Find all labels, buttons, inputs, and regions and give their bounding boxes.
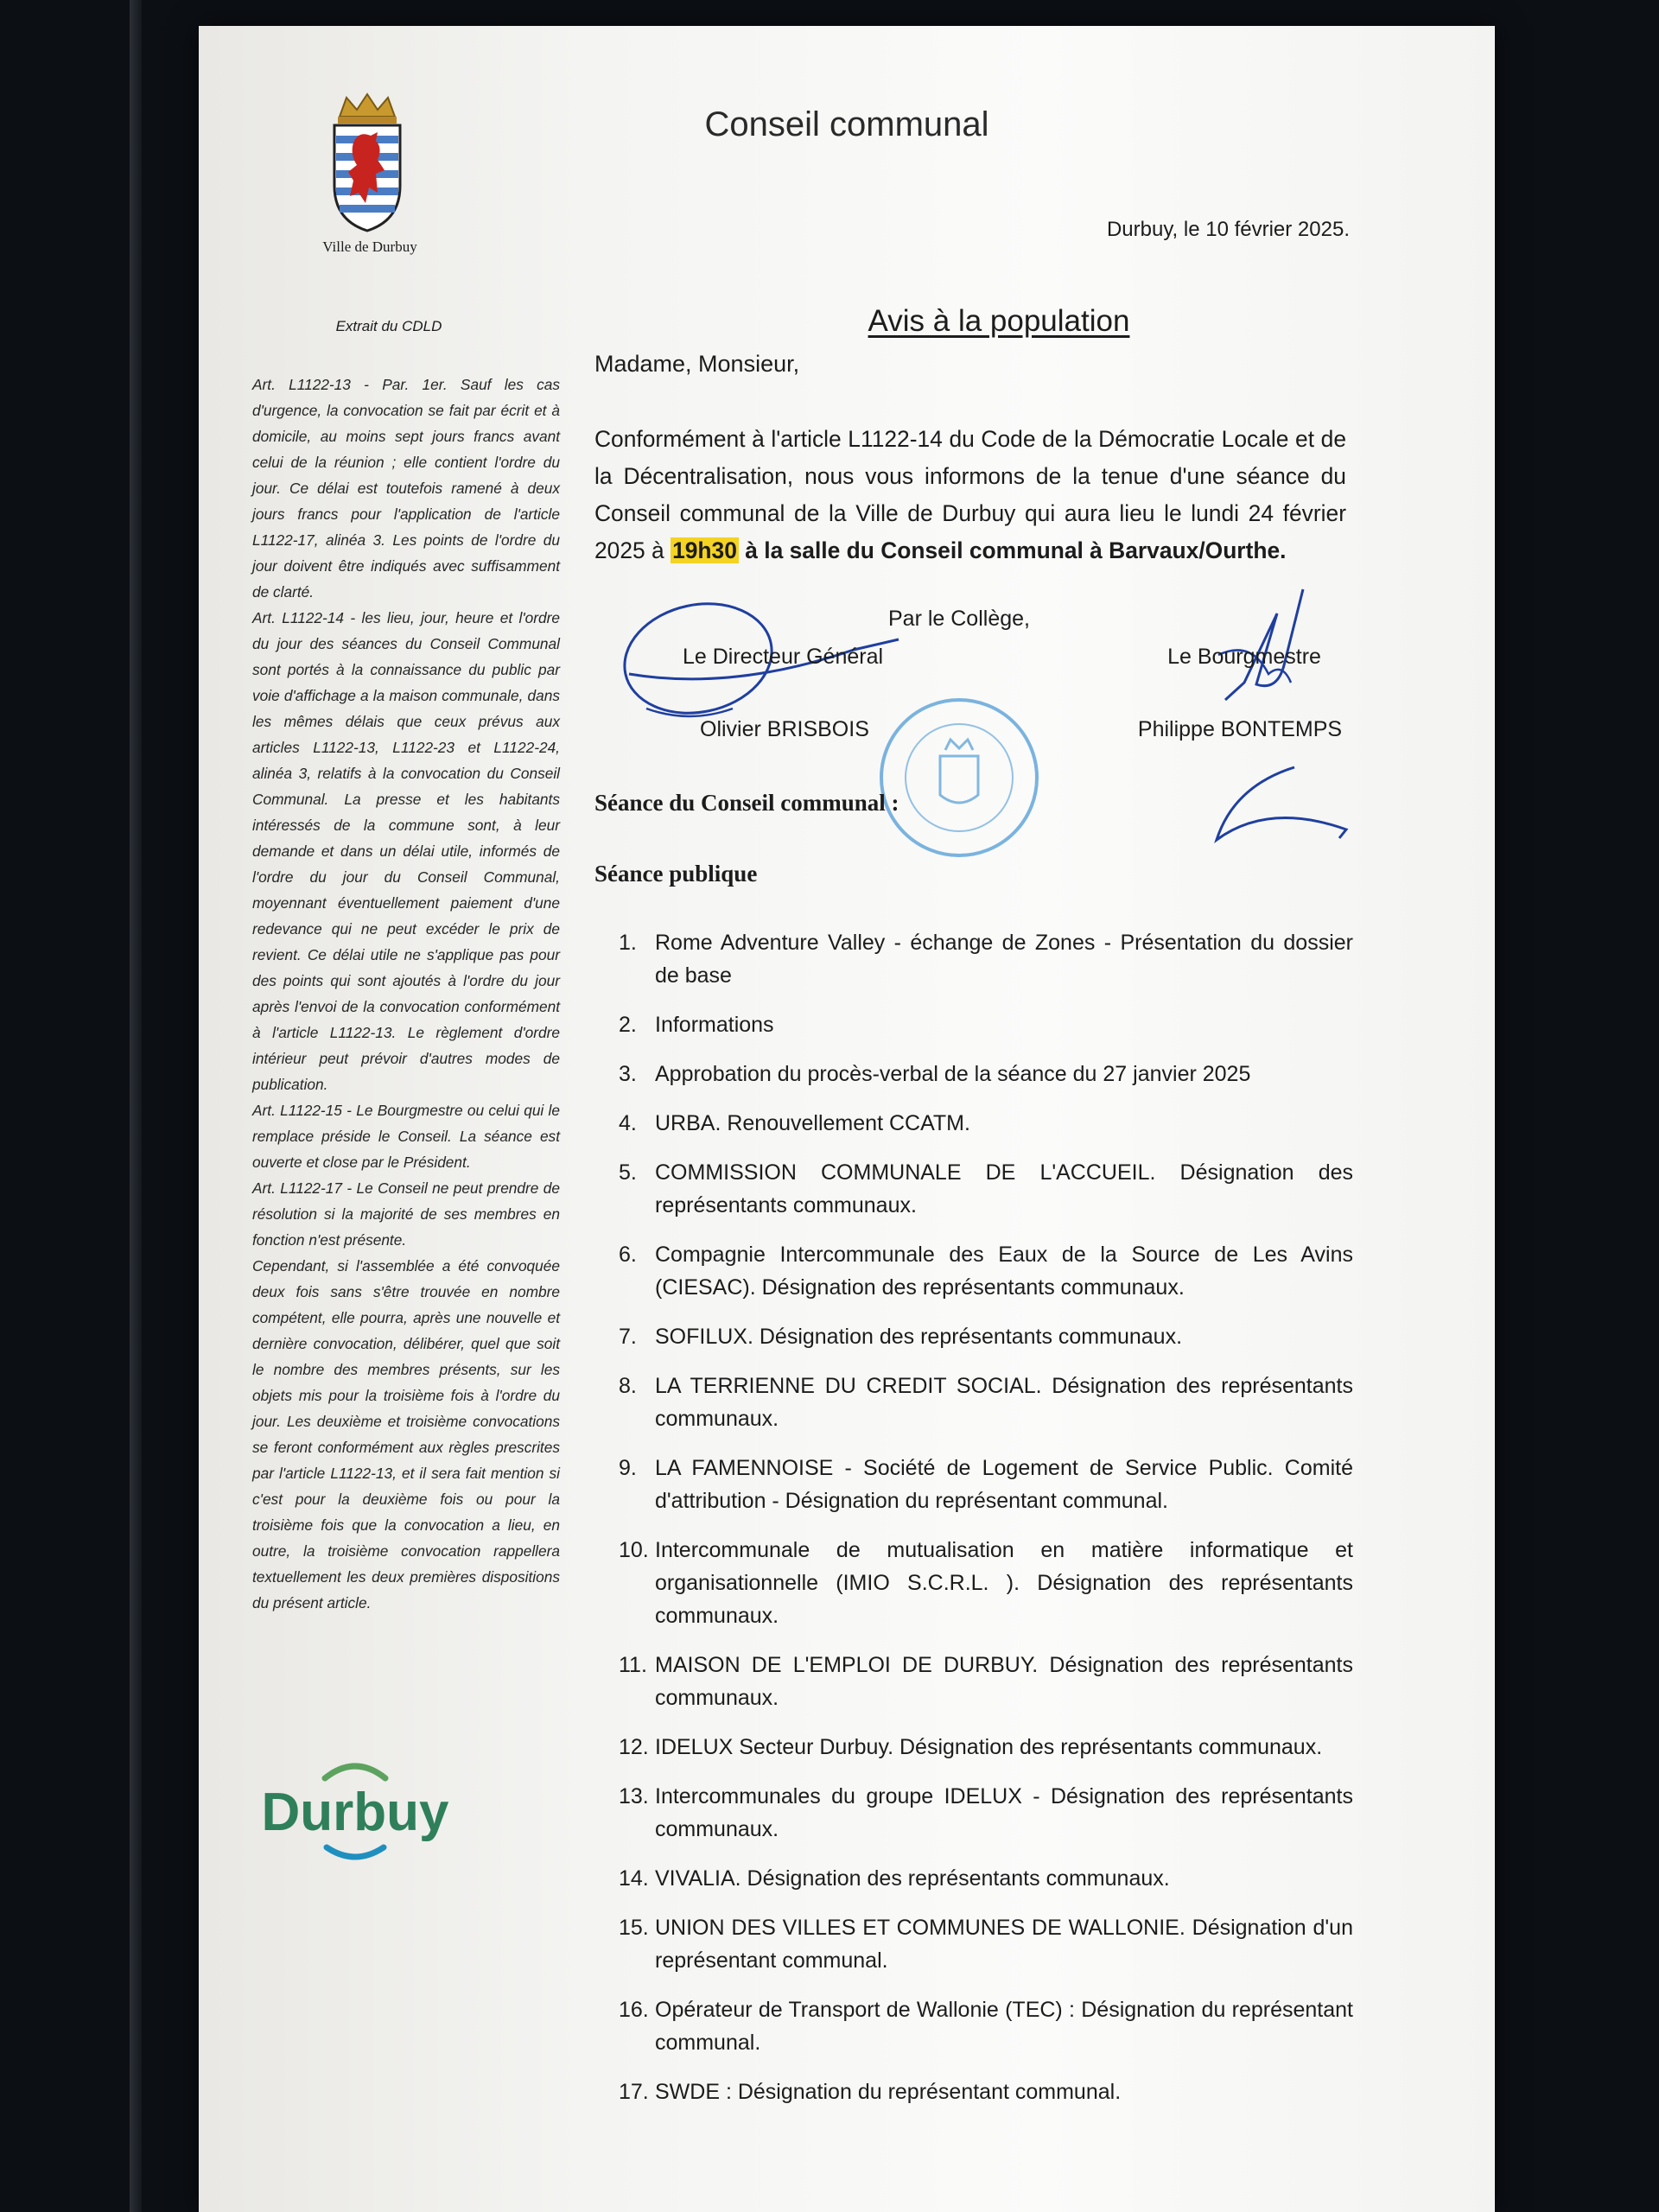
seance-title: Séance du Conseil communal : (594, 790, 899, 816)
agenda-item-text: LA FAMENNOISE - Société de Logement de Service Public. Comité d'attribution - Désignation du représentant communal. (655, 1456, 1353, 1513)
agenda-item (619, 1008, 1353, 1041)
agenda-item-text: MAISON DE L'EMPLOI DE DURBUY. Désignation des représentants communaux. (655, 1653, 1353, 1710)
agenda-item-text: Informations (655, 1013, 774, 1037)
salutation: Madame, Monsieur, (594, 351, 800, 377)
ville-label: Ville de Durbuy (322, 238, 417, 255)
agenda-item-text: Compagnie Intercommunale des Eaux de la Source de Les Avins (CIESAC). Désignation des représentants communaux. (655, 1243, 1353, 1300)
durbuy-logo (261, 1751, 449, 1872)
agenda-item-number: 8. (619, 1374, 637, 1398)
agenda-item-text: IDELUX Secteur Durbuy. Désignation des représentants communaux. (655, 1735, 1323, 1759)
agenda-item-text: COMMISSION COMMUNALE DE L'ACCUEIL. Désignation des représentants communaux. (655, 1160, 1353, 1217)
agenda-item-number: 13. (619, 1784, 649, 1808)
document-date: Durbuy, le 10 février 2025. (1106, 218, 1350, 241)
agenda-item (619, 1862, 1353, 1895)
intro-text: Conformément à l'article L1122-14 du Code de la Démocratie Locale et de la Décentralisation, nous vous informons de la tenue d'une séance du Conseil communal de la Ville de Durbuy qui aura lieu le lundi 24 février 2025 à (594, 426, 1346, 563)
cdld-articles (252, 372, 560, 1616)
notice-document (199, 26, 1495, 2212)
cdld-paragraph: Art. L1122-15 - Le Bourgmestre ou celui qui le remplace préside le Conseil. La séance est ouverte et close par le Président. (252, 1102, 560, 1171)
dg-title: Le Directeur Général (683, 645, 884, 669)
agenda-item-text: Approbation du procès-verbal de la séance du 27 janvier 2025 (655, 1062, 1251, 1086)
coat-of-arms-icon (324, 91, 410, 238)
agenda-item-number: 16. (619, 1998, 649, 2022)
agenda-item-number: 15. (619, 1916, 649, 1940)
agenda-item (619, 1534, 1353, 1632)
agenda-item (619, 1156, 1353, 1222)
agenda-item (619, 1370, 1353, 1435)
page-title: Conseil communal (704, 105, 989, 143)
intro-paragraph (594, 421, 1346, 569)
agenda-item (619, 1452, 1353, 1517)
agenda-item-text: Intercommunale de mutualisation en matière informatique et organisationnelle (IMIO S.C.R.L. ). Désignation des représentants communaux. (655, 1538, 1353, 1628)
par-le-college: Par le Collège, (888, 607, 1030, 631)
official-stamp (881, 700, 1037, 855)
agenda-item-number: 5. (619, 1160, 637, 1185)
seance-publique-heading: Séance publique (594, 861, 758, 887)
cdld-extract-title: Extrait du CDLD (335, 318, 442, 334)
agenda-item-number: 6. (619, 1243, 637, 1267)
agenda-item-number: 11. (619, 1653, 647, 1677)
agenda-item-number: 1. (619, 931, 637, 955)
agenda-item-number: 9. (619, 1456, 637, 1480)
meeting-time: 19h30 (672, 537, 737, 563)
agenda-item-number: 7. (619, 1325, 637, 1349)
agenda-item-text: Opérateur de Transport de Wallonie (TEC) : Désignation du représentant communal. (655, 1998, 1353, 2055)
agenda-item-number: 3. (619, 1062, 637, 1086)
agenda-item (619, 926, 1353, 992)
agenda-item (619, 1320, 1353, 1353)
agenda-item-text: Rome Adventure Valley - échange de Zones - Présentation du dossier de base (655, 931, 1353, 988)
agenda-item-number: 14. (619, 1866, 649, 1891)
agenda-list (619, 926, 1353, 2125)
notice-title: Avis à la population (868, 304, 1130, 338)
agenda-item (619, 1649, 1353, 1714)
agenda-item (619, 2075, 1353, 2108)
cdld-paragraph: Art. L1122-17 - Le Conseil ne peut prendre de résolution si la majorité de ses membres en fonction n'est présente. (252, 1179, 560, 1249)
bm-name: Philippe BONTEMPS (1137, 717, 1343, 741)
cdld-paragraph: Art. L1122-14 - les lieu, jour, heure et l'ordre du jour des séances du Conseil Communal sont portés à la connaissance du public par voie d'affichage a la maison communale, dans les mêmes délais que ceux prévus aux articles L1122-13, L1122-23 et L1122-24, alinéa 3, relatifs à la convocation du Conseil Communal. La presse et les habitants intéressés de la commune sont, à leur demande et dans un délai utile, informés de l'ordre du jour du Conseil Communal, moyennant éventuellement paiement d'une redevance qui ne peut excéder le prix de revient. Ce délai utile ne s'applique pas pour des points qui sont ajoutés à l'ordre du jour après l'envoi de la convocation conformément à l'article L1122-13. Le règlement d'ordre intérieur peut prévoir d'autres modes de publication. (252, 609, 560, 1093)
agenda-item-number: 12. (619, 1735, 649, 1759)
agenda-item (619, 1993, 1353, 2059)
agenda-item (619, 1731, 1353, 1764)
agenda-item-text: URBA. Renouvellement CCATM. (655, 1111, 970, 1135)
agenda-item-text: LA TERRIENNE DU CREDIT SOCIAL. Désignation des représentants communaux. (655, 1374, 1353, 1431)
agenda-item-text: UNION DES VILLES ET COMMUNES DE WALLONIE. Désignation d'un représentant communal. (655, 1916, 1353, 1973)
agenda-item-number: 10. (619, 1538, 649, 1562)
agenda-item (619, 1911, 1353, 1977)
agenda-item (619, 1238, 1353, 1304)
bm-title: Le Bourgmestre (1167, 645, 1321, 669)
agenda-item (619, 1780, 1353, 1846)
agenda-item-number: 4. (619, 1111, 637, 1135)
logo-text: Durbuy (261, 1783, 449, 1842)
meeting-location: à la salle du Conseil communal à Barvaux/Ourthe. (745, 537, 1287, 563)
agenda-item-text: VIVALIA. Désignation des représentants communaux. (655, 1866, 1170, 1891)
agenda-item (619, 1107, 1353, 1140)
frame-edge (130, 0, 142, 2212)
dg-name: Olivier BRISBOIS (700, 717, 869, 741)
cdld-paragraph: Art. L1122-13 - Par. 1er. Sauf les cas d'urgence, la convocation se fait par écrit et à domicile, au moins sept jours francs avant celui de la réunion ; elle contient l'ordre du jour. Ce délai est toutefois ramené à deux jours francs pour l'application de l'article L1122-17, alinéa 3. Les points de l'ordre du jour doivent être indiqués avec suffisamment de clarté. (252, 376, 560, 601)
agenda-item-text: Intercommunales du groupe IDELUX - Désignation des représentants communaux. (655, 1784, 1353, 1841)
agenda-item-text: SWDE : Désignation du représentant communal. (655, 2080, 1122, 2104)
agenda-item-number: 2. (619, 1013, 637, 1037)
agenda-item (619, 1058, 1353, 1090)
agenda-item-text: SOFILUX. Désignation des représentants communaux. (655, 1325, 1183, 1349)
cdld-paragraph: Cependant, si l'assemblée a été convoquée deux fois sans s'être trouvée en nombre compétent, elle pourra, après une nouvelle et dernière convocation, délibérer, quel que soit le nombre des membres présents, sur les objets mis pour la troisième fois à l'ordre du jour. Les deuxième et troisième convocations se feront conformément aux règles prescrites par l'article L1122-13, et il sera fait mention si c'est pour la deuxième fois ou pour la troisième fois que la convocation a lieu, en outre, la troisième convocation rappellera textuellement les deux premières dispositions du présent article. (252, 1257, 560, 1611)
agenda-item-number: 17. (619, 2080, 649, 2104)
